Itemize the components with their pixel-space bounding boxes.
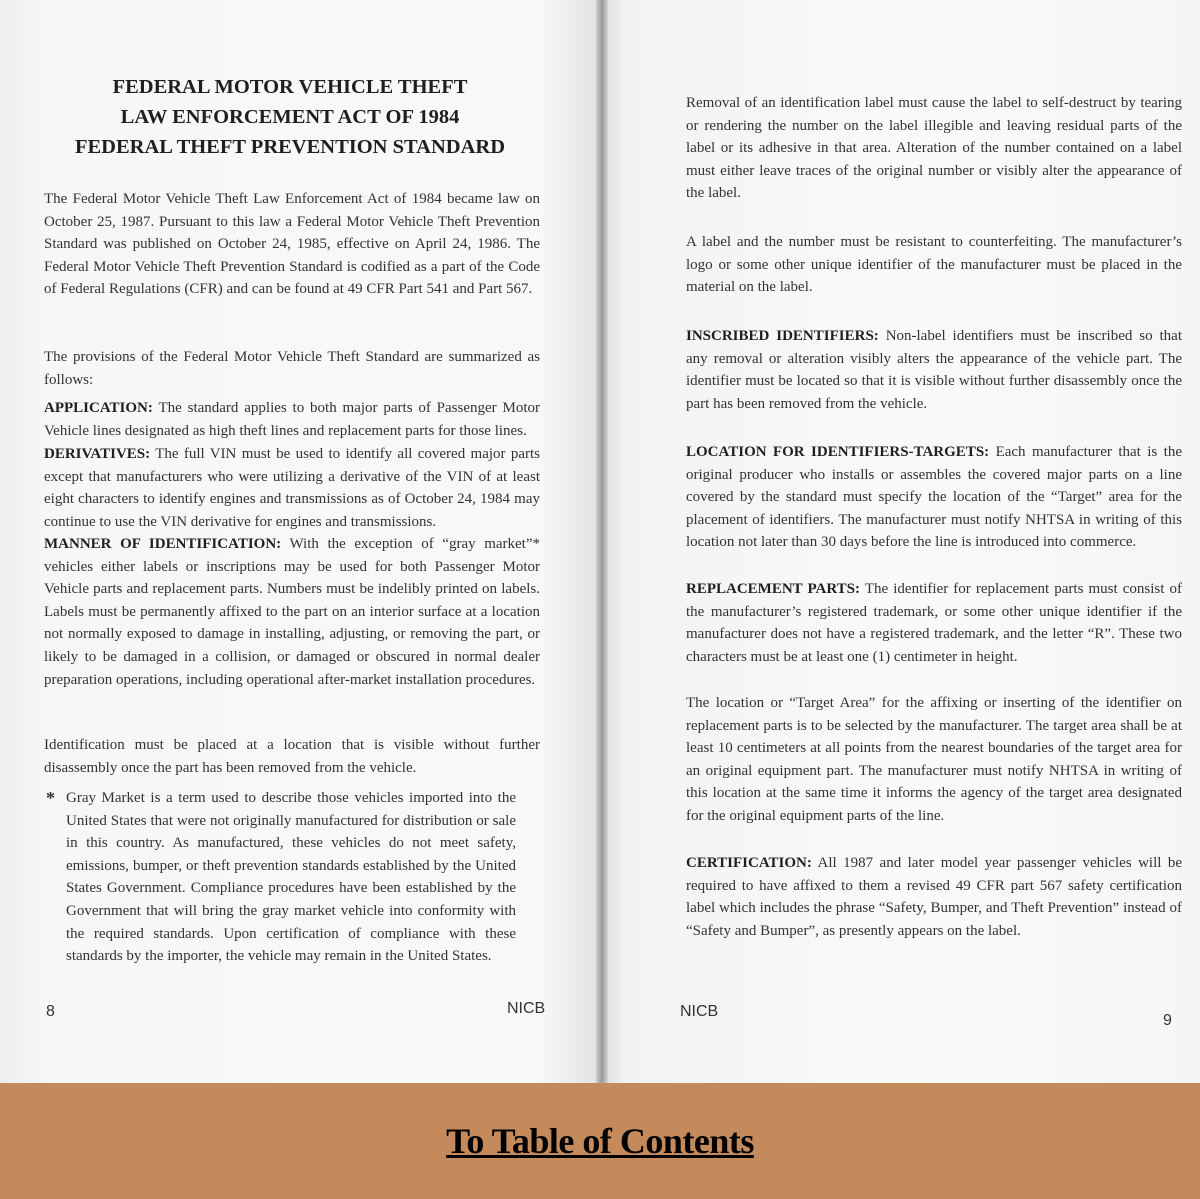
application-text: The standard applies to both major parts of Passenger Motor Vehicle lines designated as high theft lines and replacement parts for those lines. (44, 400, 540, 439)
manner-heading: MANNER OF IDENTIFICATION: (44, 536, 282, 552)
manner-section (44, 533, 540, 691)
derivatives-text: The full VIN must be used to identify all covered major parts except that manufacturers who were utilizing a derivative of the VIN of at least eight characters to identify engines and transmissions as of October 24, 1984 may continue to use the VIN derivative for engines and transmissions. (44, 446, 540, 530)
location-heading: LOCATION FOR IDENTIFIERS-TARGETS: (686, 444, 990, 460)
footnote-mark: * (46, 788, 55, 808)
location-section (686, 441, 1182, 554)
table-of-contents-link[interactable]: To Table of Contents (446, 1121, 754, 1161)
inscribed-text: Non-label identifiers must be inscribed so that any removal or alteration visibly alters the appearance of the vehicle part. The identifier must be located so that it is visible without further disassembly once the part has been removed from the vehicle. (686, 328, 1183, 412)
inscribed-section (686, 325, 1182, 415)
footer-label-left: NICB (507, 1000, 546, 1017)
gray-market-footnote (46, 787, 516, 968)
identification-placement: Identification must be placed at a location that is visible without further disassembly once the part has been removed from the vehicle. (44, 737, 540, 776)
intro-paragraph: The Federal Motor Vehicle Theft Law Enforcement Act of 1984 became law on October 25, 1987. Pursuant to this law a Federal Motor Vehicle Theft Prevention Standard was published on October 24, 1985, effective on April 24, 1986. The Federal Motor Vehicle Theft Prevention Standard is codified as a part of the Code of Federal Regulations (CFR) and can be found at 49 CFR Part 541 and Part 567. (44, 191, 540, 298)
certification-section (686, 852, 1182, 942)
replacement-text: The identifier for replacement parts must consist of the manufacturer’s registered trademark, or some other unique identifier if the manufacturer does not have a registered trademark, and the letter “R”. These two characters must be at least one (1) centimeter in height. (686, 581, 1182, 665)
book-gutter (596, 0, 608, 1083)
page-title (60, 72, 520, 162)
page-number-right: 9 (1163, 1012, 1172, 1029)
replacement-section (686, 578, 1182, 668)
application-section (44, 397, 540, 442)
title-line: LAW ENFORCEMENT ACT OF 1984 (120, 106, 460, 128)
title-line: FEDERAL MOTOR VEHICLE THEFT (112, 76, 468, 98)
provisions-intro: The provisions of the Federal Motor Vehicle Theft Standard are summarized as follows: (44, 349, 540, 388)
footer-label-right: NICB (680, 1003, 719, 1020)
inscribed-heading: INSCRIBED IDENTIFIERS: (686, 328, 879, 344)
counterfeiting-paragraph: A label and the number must be resistant to counterfeiting. The manufacturer’s logo or some other unique identifier of the manufacturer must be placed in the material on the label. (686, 234, 1182, 296)
certification-heading: CERTIFICATION: (686, 855, 812, 871)
target-area-paragraph: The location or “Target Area” for the affixing or inserting of the identifier on replacement parts is to be selected by the manufacturer. The target area shall be at least 10 centimeters at all points from the nearest boundaries of the target area for an original equipment part. The manufacturer must notify NHTSA in writing of this location at the same time it informs the agency of the target area designated for the original equipment parts of the line. (686, 695, 1182, 824)
application-heading: APPLICATION: (44, 400, 153, 416)
manner-text: With the exception of “gray market”* vehicles either labels or inscriptions may be used for both Passenger Motor Vehicle parts and replacement parts. Numbers must be indelibly printed on labels. Labels must be permanently affixed to the part on an interior surface at a location not normally exposed to damage in installing, adjusting, or removing the part, or likely to be damaged in a collision, or damaged or obscured in normal dealer preparation operations, including operational after-market installation procedures. (44, 536, 540, 688)
page-number-left: 8 (46, 1003, 55, 1020)
derivatives-heading: DERIVATIVES: (44, 446, 151, 462)
removal-paragraph: Removal of an identification label must cause the label to self-destruct by tearing or rendering the number on the label illegible and leaving residual parts of the label or its adhesive in that area. Alteration of the number contained on a label must either leave traces of the original number or visibly alter the appearance of the label. (686, 95, 1182, 202)
derivatives-section (44, 443, 540, 533)
title-line: FEDERAL THEFT PREVENTION STANDARD (74, 136, 505, 158)
certification-text: All 1987 and later model year passenger vehicles will be required to have affixed to them a revised 49 CFR part 567 safety certification label which includes the phrase “Safety, Bumper, and Theft Prevention” instead of “Safety and Bumper”, as presently appears on the label. (686, 855, 1182, 939)
location-text: Each manufacturer that is the original producer who installs or assembles the covered major parts on a line covered by the standard must specify the location of the “Target” area for the placement of identifiers. The manufacturer must notify NHTSA in writing of this location not later than 30 days before the line is introduced into commerce. (686, 444, 1182, 551)
footnote-text: Gray Market is a term used to describe those vehicles imported into the United States that were not originally manufactured for distribution or sale in this country. As manufactured, these vehicles do not meet safety, emissions, bumper, or theft prevention standards established by the United States Government. Compliance procedures have been established by the Government that will bring the gray market vehicle into conformity with the required standards. Upon certification of compliance with these standards by the importer, the vehicle may remain in the United States. (66, 790, 516, 965)
replacement-heading: REPLACEMENT PARTS: (686, 581, 861, 597)
